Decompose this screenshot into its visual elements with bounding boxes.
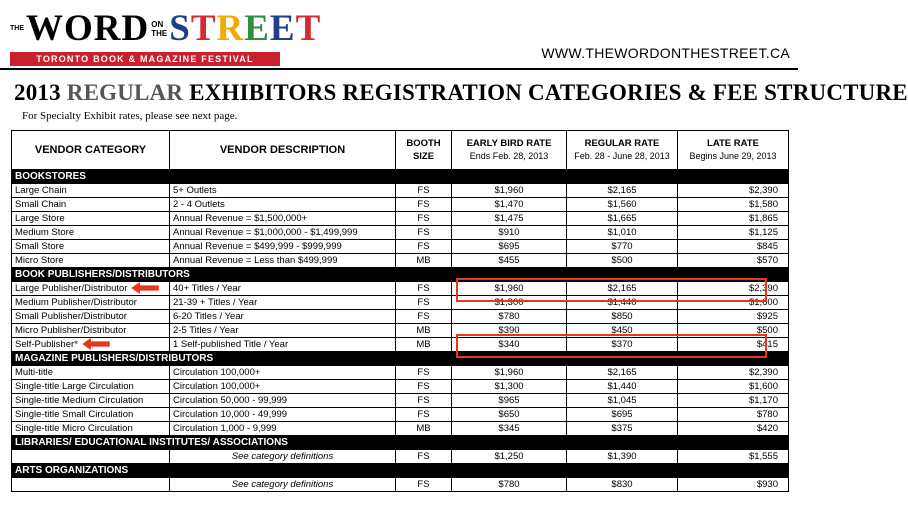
col-header-regular: REGULAR RATE Feb. 28 - June 28, 2013: [567, 131, 678, 170]
early-rate-cell: $780: [452, 310, 567, 324]
early-rate-cell: $455: [452, 254, 567, 268]
regular-rate-cell: $370: [567, 338, 678, 352]
arrow-self-publisher-icon: [80, 338, 112, 350]
highlight-box-large-publisher: [456, 278, 767, 302]
description-cell: 21-39 + Titles / Year: [170, 296, 396, 310]
late-rate-cell: $1,865: [678, 212, 789, 226]
description-cell: 6-20 Titles / Year: [170, 310, 396, 324]
description-cell: Circulation 50,000 - 99,999: [170, 394, 396, 408]
late-rate-cell: $500: [678, 324, 789, 338]
section-header: LIBRARIES/ EDUCATIONAL INSTITUTES/ ASSOCIATIONS: [12, 436, 789, 450]
col-header-early: EARLY BIRD RATE Ends Feb. 28, 2013: [452, 131, 567, 170]
category-cell: Small Publisher/Distributor: [12, 310, 170, 324]
early-rate-cell: $1,960: [452, 366, 567, 380]
logo-street: STREET: [169, 8, 322, 49]
table-row: [12, 184, 789, 198]
booth-cell: MB: [396, 324, 452, 338]
description-cell: 2 - 4 Outlets: [170, 198, 396, 212]
description-cell: Annual Revenue = $499,999 - $999,999: [170, 240, 396, 254]
early-rate-cell: $1,300: [452, 380, 567, 394]
section-header: ARTS ORGANIZATIONS: [12, 464, 789, 478]
table-header-row: [12, 131, 789, 170]
booth-cell: FS: [396, 394, 452, 408]
late-rate-cell: $780: [678, 408, 789, 422]
description-cell: Circulation 1,000 - 9,999: [170, 422, 396, 436]
col-header-late: LATE RATE Begins June 29, 2013: [678, 131, 789, 170]
late-rate-cell: $1,170: [678, 394, 789, 408]
late-rate-cell: $420: [678, 422, 789, 436]
early-rate-cell: $340: [452, 338, 567, 352]
regular-rate-cell: $770: [567, 240, 678, 254]
late-rate-cell: $1,580: [678, 198, 789, 212]
logo-the: THE: [10, 25, 24, 32]
table-row: [12, 394, 789, 408]
early-rate-cell: $345: [452, 422, 567, 436]
regular-rate-cell: $830: [567, 478, 678, 492]
table-row: [12, 478, 789, 492]
title-highlight: REGULAR: [66, 80, 184, 105]
description-cell: Annual Revenue = $1,000,000 - $1,499,999: [170, 226, 396, 240]
early-rate-cell: $650: [452, 408, 567, 422]
header-rule: [0, 68, 798, 70]
early-rate-cell: $965: [452, 394, 567, 408]
category-cell: Single-title Micro Circulation: [12, 422, 170, 436]
booth-cell: FS: [396, 310, 452, 324]
category-cell: [12, 478, 170, 492]
late-rate-cell: $930: [678, 478, 789, 492]
description-cell: Annual Revenue = Less than $499,999: [170, 254, 396, 268]
regular-rate-cell: $1,560: [567, 198, 678, 212]
regular-rate-cell: $450: [567, 324, 678, 338]
late-rate-cell: $2,390: [678, 366, 789, 380]
table-row: [12, 240, 789, 254]
booth-cell: FS: [396, 296, 452, 310]
festival-logo: [10, 8, 322, 68]
table-row: [12, 310, 789, 324]
logo-word: WORD: [26, 8, 150, 49]
table-row: [12, 380, 789, 394]
section-header: BOOKSTORES: [12, 170, 789, 184]
section-header-row: [12, 436, 789, 450]
site-url[interactable]: WWW.THEWORDONTHESTREET.CA: [541, 45, 790, 61]
regular-rate-cell: $1,440: [567, 380, 678, 394]
booth-cell: FS: [396, 450, 452, 464]
category-cell: Single-title Large Circulation: [12, 380, 170, 394]
category-cell: Small Store: [12, 240, 170, 254]
title-rest: EXHIBITORS REGISTRATION CATEGORIES & FEE STRUCTURE: [189, 80, 908, 105]
early-rate-cell: $1,960: [452, 184, 567, 198]
page-title: [14, 80, 908, 106]
description-cell: Annual Revenue = $1,500,000+: [170, 212, 396, 226]
regular-rate-cell: $1,010: [567, 226, 678, 240]
late-rate-cell: $1,125: [678, 226, 789, 240]
col-header-booth: BOOTH SIZE: [396, 131, 452, 170]
table-row: [12, 408, 789, 422]
early-rate-cell: $1,475: [452, 212, 567, 226]
late-rate-cell: $415: [678, 338, 789, 352]
early-rate-cell: $1,300: [452, 296, 567, 310]
section-header-row: [12, 464, 789, 478]
booth-cell: FS: [396, 240, 452, 254]
description-cell: 1 Self-published Title / Year: [170, 338, 396, 352]
description-cell: 40+ Titles / Year: [170, 282, 396, 296]
booth-cell: MB: [396, 338, 452, 352]
logo-tagline: TORONTO BOOK & MAGAZINE FESTIVAL: [10, 52, 280, 66]
logo-on-the: ON THE: [151, 20, 168, 38]
early-rate-cell: $390: [452, 324, 567, 338]
regular-rate-cell: $1,045: [567, 394, 678, 408]
booth-cell: FS: [396, 366, 452, 380]
category-cell: Large Chain: [12, 184, 170, 198]
table-row: [12, 198, 789, 212]
category-cell: Micro Store: [12, 254, 170, 268]
early-rate-cell: $910: [452, 226, 567, 240]
description-cell: Circulation 10,000 - 49,999: [170, 408, 396, 422]
table-row: [12, 226, 789, 240]
late-rate-cell: $1,600: [678, 380, 789, 394]
description-cell: 2-5 Titles / Year: [170, 324, 396, 338]
booth-cell: FS: [396, 282, 452, 296]
table-row: [12, 422, 789, 436]
late-rate-cell: $2,390: [678, 282, 789, 296]
category-cell: Micro Publisher/Distributor: [12, 324, 170, 338]
booth-cell: FS: [396, 478, 452, 492]
category-cell: Multi-title: [12, 366, 170, 380]
category-cell: Large Publisher/Distributor: [12, 282, 170, 296]
category-cell: Large Store: [12, 212, 170, 226]
booth-cell: FS: [396, 408, 452, 422]
regular-rate-cell: $850: [567, 310, 678, 324]
category-cell: Self-Publisher*: [12, 338, 170, 352]
early-rate-cell: $1,470: [452, 198, 567, 212]
booth-cell: MB: [396, 254, 452, 268]
col-header-description: VENDOR DESCRIPTION: [170, 131, 396, 170]
late-rate-cell: $570: [678, 254, 789, 268]
logo-wordmark: [10, 8, 322, 50]
highlight-box-self-publisher: [456, 334, 767, 358]
regular-rate-cell: $2,165: [567, 366, 678, 380]
table-row: [12, 366, 789, 380]
table-row: [12, 254, 789, 268]
early-rate-cell: $1,250: [452, 450, 567, 464]
booth-cell: MB: [396, 422, 452, 436]
description-cell: Circulation 100,000+: [170, 366, 396, 380]
description-cell: 5+ Outlets: [170, 184, 396, 198]
category-cell: Medium Store: [12, 226, 170, 240]
regular-rate-cell: $375: [567, 422, 678, 436]
col-header-category: VENDOR CATEGORY: [12, 131, 170, 170]
regular-rate-cell: $2,165: [567, 282, 678, 296]
booth-cell: FS: [396, 380, 452, 394]
table-row: [12, 450, 789, 464]
category-cell: [12, 450, 170, 464]
regular-rate-cell: $500: [567, 254, 678, 268]
description-cell: Circulation 100,000+: [170, 380, 396, 394]
early-rate-cell: $695: [452, 240, 567, 254]
regular-rate-cell: $1,665: [567, 212, 678, 226]
booth-cell: FS: [396, 184, 452, 198]
arrow-large-publisher-icon: [129, 282, 161, 294]
section-header-row: [12, 170, 789, 184]
late-rate-cell: $1,600: [678, 296, 789, 310]
early-rate-cell: $1,960: [452, 282, 567, 296]
category-cell: Small Chain: [12, 198, 170, 212]
late-rate-cell: $1,555: [678, 450, 789, 464]
category-cell: Single-title Small Circulation: [12, 408, 170, 422]
late-rate-cell: $2,390: [678, 184, 789, 198]
page-subtitle: For Specialty Exhibit rates, please see next page.: [22, 110, 238, 122]
description-cell: See category definitions: [170, 450, 396, 464]
description-cell: See category definitions: [170, 478, 396, 492]
category-cell: Single-title Medium Circulation: [12, 394, 170, 408]
early-rate-cell: $780: [452, 478, 567, 492]
regular-rate-cell: $695: [567, 408, 678, 422]
title-year: 2013: [14, 80, 61, 105]
fee-table: [11, 130, 789, 492]
category-cell: Medium Publisher/Distributor: [12, 296, 170, 310]
table-row: [12, 212, 789, 226]
section-header: BOOK PUBLISHERS/DISTRIBUTORS: [12, 268, 789, 282]
late-rate-cell: $845: [678, 240, 789, 254]
booth-cell: FS: [396, 226, 452, 240]
regular-rate-cell: $1,440: [567, 296, 678, 310]
late-rate-cell: $925: [678, 310, 789, 324]
table-body: [12, 170, 789, 492]
booth-cell: FS: [396, 212, 452, 226]
regular-rate-cell: $2,165: [567, 184, 678, 198]
booth-cell: FS: [396, 198, 452, 212]
regular-rate-cell: $1,390: [567, 450, 678, 464]
section-header: MAGAZINE PUBLISHERS/DISTRIBUTORS: [12, 352, 789, 366]
